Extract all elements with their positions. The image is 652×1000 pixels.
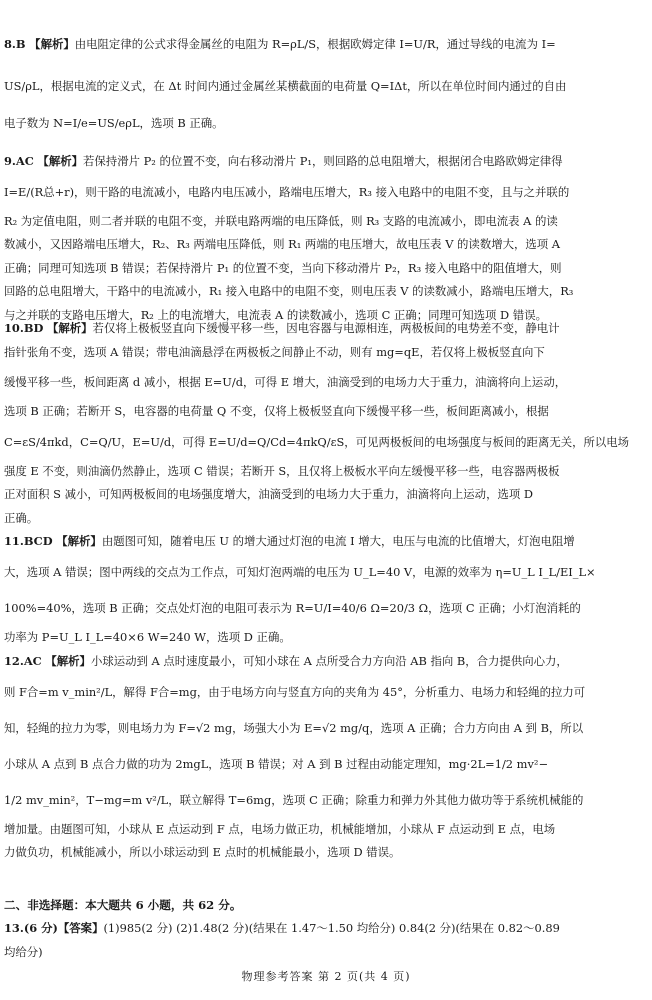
answer-line: 则 F合=m v_min²/L，解得 F合=mg，由于电场方向与竖直方向的夹角为 45°，分析重力、电场力和轻绳的拉力可 (4, 684, 586, 699)
analysis-tag: 【解析】 (46, 321, 93, 335)
answer-line: 1/2 mv_min²，T−mg=m v²/L，联立解得 T=6mg，选项 C 正确；除重力和弹力外其他力做功等于系统机械能的 (4, 792, 584, 807)
answer-line (4, 917, 644, 941)
answer-line: 指针张角不变，选项 A 错误；带电油滴悬浮在两极板之间静止不动，则有 mg=qE，若仅将上极板竖直向下 (4, 344, 545, 359)
answer-line: 均给分) (4, 944, 43, 959)
question-number: 11. (4, 534, 24, 548)
analysis-tag: 【解析】 (45, 654, 91, 668)
answer-text: 小球运动到 A 点时速度最小，可知小球在 A 点所受合力方向沿 AB 指向 B，合力提供向心力， (90, 654, 568, 668)
answer-line: 增加量。由题图可知，小球从 E 点运动到 F 点，电场力做正功，机械能增加，小球从 F 点运动到 E 点，电场 (4, 821, 556, 836)
answer-text: 由电阻定律的公式求得金属丝的电阻为 R=ρL/S，根据欧姆定律 I=U/R，通过导线的电流为 I= (74, 37, 556, 51)
question-score: (6 分) (23, 921, 58, 935)
answer-line: 功率为 P=U_L I_L=40×6 W=240 W，选项 D 正确。 (4, 629, 291, 644)
question-number: 13. (4, 921, 24, 935)
answer-choice: BCD (23, 534, 53, 548)
question-number: 8. (4, 37, 16, 51)
answer-line (4, 650, 644, 674)
answer-line: R₂ 为定值电阻，则二者并联的电阻不变，并联电路两端的电压降低，则 R₃ 支路的电流减小，即电流表 A 的读 (4, 213, 558, 228)
answer-line: 正确。 (4, 510, 39, 525)
question-number: 9. (4, 154, 16, 168)
answer-text: 若仅将上极板竖直向下缓慢平移一些，因电容器与电源相连，两极板间的电势差不变，静电计 (92, 321, 560, 335)
answer-tag: 【答案】 (57, 921, 104, 935)
question-number: 10. (4, 321, 24, 335)
answer-line: 大，选项 A 错误；图中两线的交点为工作点，可知灯泡两端的电压为 U_L=40 V，电源的效率为 η=U_L I_L/EI_L× (4, 564, 596, 579)
answer-item-10 (4, 317, 644, 531)
answer-line: 正确；同理可知选项 B 错误；若保持滑片 P₁ 的位置不变，当向下移动滑片 P₂，R₃ 接入电路中的阻值增大，则 (4, 260, 562, 275)
answer-line: 数减小，又因路端电压增大，R₂、R₃ 两端电压降低，则 R₁ 两端的电压增大，故电压表 V 的读数增大，选项 A (4, 237, 561, 252)
answer-line: 选项 B 正确；若断开 S，电容器的电荷量 Q 不变，仅将上极板竖直向下缓慢平移一些，板间距离减小，根据 (4, 404, 549, 419)
answer-line (4, 26, 644, 62)
answer-text: (1)985(2 分) (2)1.48(2 分)(结果在 1.47～1.50 均给分) 0.84(2 分)(结果在 0.82～0.89 (103, 921, 560, 935)
answer-item-12 (4, 650, 644, 865)
answer-line (4, 317, 644, 341)
answer-text: 由题图可知，随着电压 U 的增大通过灯泡的电流 I 增大，电压与电流的比值增大，灯泡电阻增 (101, 534, 575, 548)
answer-item-11 (4, 530, 644, 649)
analysis-tag: 【解析】 (29, 37, 75, 51)
answer-line (4, 530, 644, 554)
answer-line: 知，轻绳的拉力为零，则电场力为 F=√2 mg，场强大小为 E=√2 mg/q，选项 A 正确；合力方向由 A 到 B，所以 (4, 720, 584, 735)
answer-line: 小球从 A 点到 B 点合力做的功为 2mgL，选项 B 错误；对 A 到 B 过程由动能定理知，mg·2L=1/2 mv²− (4, 756, 548, 771)
answer-line: 回路的总电阻增大，干路中的电流减小，R₁ 接入电路中的电阻不变，则电压表 V 的读数减小，路端电压增大，R₃ (4, 284, 574, 299)
answer-choice: B (15, 37, 26, 51)
answer-line (4, 150, 644, 174)
answer-choice: BD (23, 321, 44, 335)
answer-choice: AC (15, 154, 34, 168)
answer-choice: AC (23, 654, 42, 668)
answer-line: C=εS/4πkd，C=Q/U，E=U/d，可得 E=U/d=Q/Cd=4πkQ/εS，可见两极板间的电场强度与板间的距离无关，所以电场 (4, 434, 630, 449)
answer-line: 100%=40%，选项 B 正确；交点处灯泡的电阻可表示为 R=U/I=40/6 Ω=20/3 Ω，选项 C 正确；小灯泡消耗的 (4, 600, 581, 615)
analysis-tag: 【解析】 (37, 154, 84, 168)
answer-line: I=E/(R总+r)，则干路的电流减小，电路内电压减小，路端电压增大，R₃ 接入电路中的电阻不变，且与之并联的 (4, 184, 570, 199)
question-number: 12. (4, 654, 24, 668)
answer-item-9 (4, 150, 644, 328)
answer-line: 缓慢平移一些，板间距离 d 减小，根据 E=U/d，可得 E 增大，油滴受到的电场力大于重力，油滴将向上运动， (4, 375, 567, 390)
page-footer: 物理参考答案 第 2 页(共 4 页) (241, 970, 411, 983)
answer-line: 电子数为 N=I/e=US/eρL，选项 B 正确。 (4, 116, 224, 130)
answer-item-13 (4, 917, 644, 964)
answer-line: 正对面积 S 减小，可知两极板间的电场强度增大，油滴受到的电场力大于重力，油滴将向上运动，选项 D (4, 487, 533, 502)
section-title: 二、非选择题：本大题共 6 小题，共 62 分。 (4, 898, 242, 912)
answer-line: 力做负功，机械能减小，所以小球运动到 E 点时的机械能最小，选项 D 错误。 (4, 845, 401, 860)
answer-line: 强度 E 不变，则油滴仍然静止，选项 C 错误；若断开 S，且仅将上极板水平向左缓慢平移一些，电容器两极板 (4, 463, 560, 478)
answer-text: 若保持滑片 P₂ 的位置不变，向右移动滑片 P₁，则回路的总电阻增大，根据闭合电路欧姆定律得 (83, 154, 563, 168)
answer-line: US/ρL，根据电流的定义式，在 Δt 时间内通过金属丝某横截面的电荷量 Q=IΔt，所以在单位时间内通过的自由 (4, 79, 567, 93)
answer-item-8 (4, 26, 644, 136)
analysis-tag: 【解析】 (56, 534, 102, 548)
answer-line: 与之并联的支路电压增大，R₂ 上的电流增大，电流表 A 的读数减小，选项 C 正确；同理可知选项 D 错误。 (4, 307, 547, 322)
